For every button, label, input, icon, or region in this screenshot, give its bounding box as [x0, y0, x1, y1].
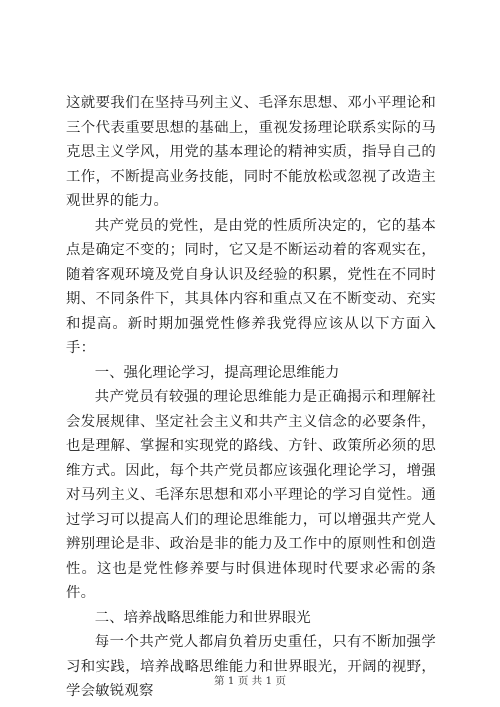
- body-paragraph: 共产党员的党性，是由党的性质所决定的，它的基本点是确定不变的；同时，它又是不断运动着的客观实在，随着客观环境及党自身认识及经验的积累，党性在不同时期、不同条件下，其具体内容和重点又在不断变动、充实和提高。新时期加强党性修养我党得应该从以下方面入手：: [66, 217, 436, 356]
- section-heading: 二、培养战略思维能力和世界眼光: [94, 609, 311, 626]
- document-body: [66, 91, 436, 704]
- page-footer: 第 1 页 共 1 页: [213, 675, 287, 687]
- section-heading: 一、强化理论学习，提高理论思维能力: [94, 364, 340, 381]
- body-paragraph: 每一个共产党人都肩负着历史重任，只有不断加强学习和实践，培养战略思维能力和世界眼光，开阔的视野，学会敏锐观察: [66, 634, 436, 699]
- body-paragraph: 共产党员有较强的理论思维能力是正确揭示和理解社会发展规律、坚定社会主义和共产主义信念的必要条件，也是理解、掌握和实现党的路线、方针、政策所必须的思维方式。因此，每个共产党员都应该强化理论学习，增强对马列主义、毛泽东思想和邓小平理论的学习自觉性。通过学习可以提高人们的理论思维能力，可以增强共产党人辨别理论是非、政治是非的能力及工作中的原则性和创造性。这也是党性修养要与时俱进体现时代要求必需的条件。: [66, 389, 436, 601]
- body-paragraph: 这就要我们在坚持马列主义、毛泽东思想、邓小平理论和三个代表重要思想的基础上，重视发扬理论联系实际的马克思主义学风，用党的基本理论的精神实质，指导自己的工作，不断提高业务技能，同时不能放松或忽视了改造主观世界的能力。: [66, 95, 436, 209]
